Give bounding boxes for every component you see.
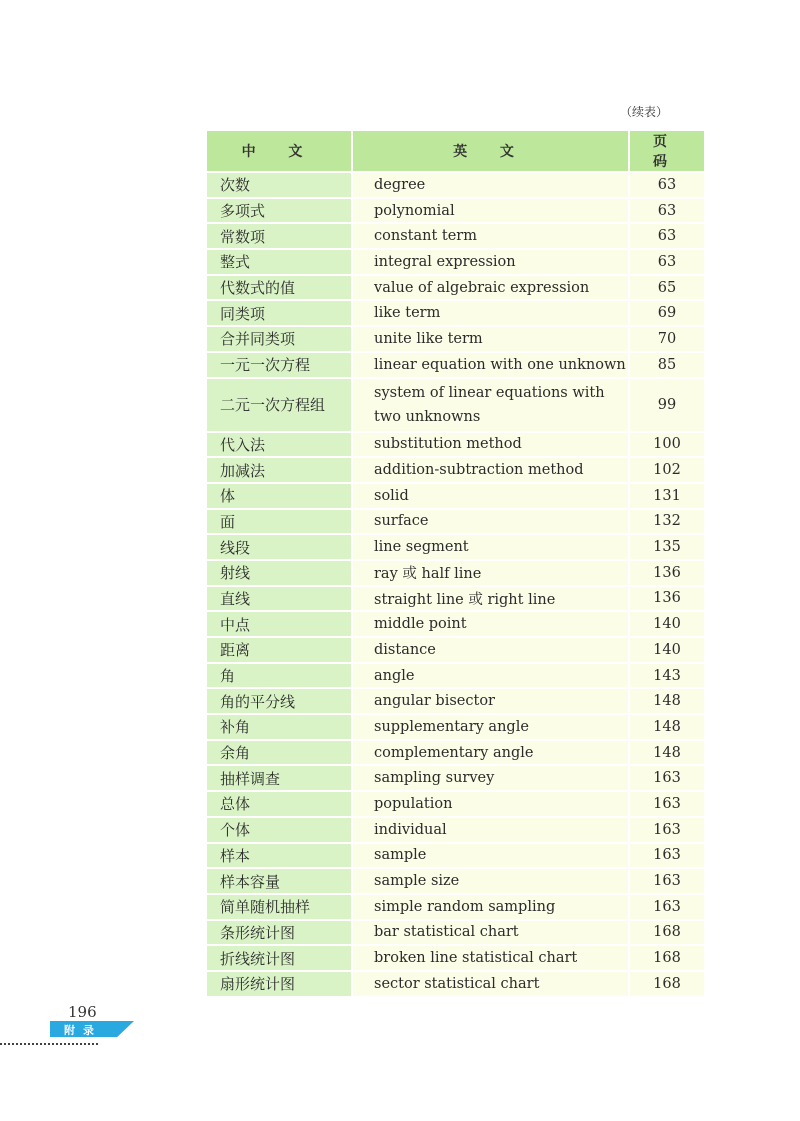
chinese-term: 常数项	[207, 224, 353, 250]
english-term: integral expression	[353, 250, 630, 276]
page-ref: 148	[630, 715, 704, 741]
chinese-term: 直线	[207, 587, 353, 613]
page-ref: 163	[630, 895, 704, 921]
chinese-term: 简单随机抽样	[207, 895, 353, 921]
page-number: 196	[68, 1003, 97, 1021]
page-ref: 163	[630, 792, 704, 818]
table-row	[207, 689, 704, 715]
page-ref: 99	[630, 379, 704, 433]
table-row	[207, 921, 704, 947]
page-ref: 163	[630, 869, 704, 895]
english-term: distance	[353, 638, 630, 664]
page-ref: 148	[630, 689, 704, 715]
english-term: sample	[353, 844, 630, 870]
english-term: linear equation with one unknown	[353, 353, 630, 379]
english-term: bar statistical chart	[353, 921, 630, 947]
chinese-term: 加减法	[207, 458, 353, 484]
page-ref: 132	[630, 510, 704, 536]
chinese-term: 样本	[207, 844, 353, 870]
table-row	[207, 561, 704, 587]
english-term: like term	[353, 301, 630, 327]
chinese-term: 面	[207, 510, 353, 536]
table-row	[207, 895, 704, 921]
table-row	[207, 276, 704, 302]
page-ref: 102	[630, 458, 704, 484]
chinese-term: 多项式	[207, 199, 353, 225]
page-ref: 69	[630, 301, 704, 327]
page-ref: 143	[630, 664, 704, 690]
table-row	[207, 587, 704, 613]
chinese-term: 二元一次方程组	[207, 379, 353, 433]
chinese-term: 线段	[207, 535, 353, 561]
table-row	[207, 664, 704, 690]
table-row	[207, 510, 704, 536]
table-row	[207, 869, 704, 895]
english-term: unite like term	[353, 327, 630, 353]
table-row	[207, 638, 704, 664]
english-term: addition-subtraction method	[353, 458, 630, 484]
chinese-term: 总体	[207, 792, 353, 818]
chinese-term: 补角	[207, 715, 353, 741]
table-row	[207, 224, 704, 250]
page-ref: 63	[630, 199, 704, 225]
table-row	[207, 972, 704, 998]
english-term: degree	[353, 173, 630, 199]
page-ref: 168	[630, 972, 704, 998]
english-term: sample size	[353, 869, 630, 895]
page-ref: 131	[630, 484, 704, 510]
table-row	[207, 173, 704, 199]
english-term: simple random sampling	[353, 895, 630, 921]
page-ref: 70	[630, 327, 704, 353]
table-row	[207, 353, 704, 379]
table-row	[207, 327, 704, 353]
english-term: sector statistical chart	[353, 972, 630, 998]
table-row	[207, 484, 704, 510]
english-term: population	[353, 792, 630, 818]
table-row	[207, 844, 704, 870]
chinese-term: 代数式的值	[207, 276, 353, 302]
table-row	[207, 535, 704, 561]
page-ref: 65	[630, 276, 704, 302]
english-term: middle point	[353, 612, 630, 638]
chinese-term: 同类项	[207, 301, 353, 327]
chinese-term: 扇形统计图	[207, 972, 353, 998]
page-ref: 148	[630, 741, 704, 767]
header-english: 英 文	[353, 131, 630, 173]
chinese-term: 体	[207, 484, 353, 510]
page-ref: 136	[630, 561, 704, 587]
page-ref: 63	[630, 250, 704, 276]
table-row	[207, 250, 704, 276]
page-ref: 100	[630, 433, 704, 459]
page-ref: 136	[630, 587, 704, 613]
table-row	[207, 301, 704, 327]
chinese-term: 代入法	[207, 433, 353, 459]
english-term: constant term	[353, 224, 630, 250]
chinese-term: 样本容量	[207, 869, 353, 895]
page-ref: 163	[630, 844, 704, 870]
english-term: system of linear equations with two unknowns	[353, 379, 630, 433]
english-term: polynomial	[353, 199, 630, 225]
header-chinese: 中 文	[207, 131, 353, 173]
chinese-term: 余角	[207, 741, 353, 767]
english-term: value of algebraic expression	[353, 276, 630, 302]
chinese-term: 中点	[207, 612, 353, 638]
table-row	[207, 741, 704, 767]
chinese-term: 次数	[207, 173, 353, 199]
english-term: ray 或 half line	[353, 561, 630, 587]
english-term: broken line statistical chart	[353, 946, 630, 972]
table-row	[207, 458, 704, 484]
english-term: solid	[353, 484, 630, 510]
chinese-term: 一元一次方程	[207, 353, 353, 379]
chinese-term: 角的平分线	[207, 689, 353, 715]
english-term: sampling survey	[353, 766, 630, 792]
chinese-term: 整式	[207, 250, 353, 276]
page-ref: 140	[630, 612, 704, 638]
page-ref: 168	[630, 946, 704, 972]
page-ref: 63	[630, 173, 704, 199]
table-row	[207, 433, 704, 459]
table-row	[207, 792, 704, 818]
chinese-term: 距离	[207, 638, 353, 664]
table-row	[207, 199, 704, 225]
table-row	[207, 766, 704, 792]
glossary-table	[207, 131, 704, 998]
table-row	[207, 379, 704, 433]
english-term: substitution method	[353, 433, 630, 459]
english-term: complementary angle	[353, 741, 630, 767]
english-term: straight line 或 right line	[353, 587, 630, 613]
chinese-term: 合并同类项	[207, 327, 353, 353]
table-row	[207, 612, 704, 638]
english-term: angle	[353, 664, 630, 690]
english-term: supplementary angle	[353, 715, 630, 741]
table-row	[207, 818, 704, 844]
page-ref: 63	[630, 224, 704, 250]
chinese-term: 角	[207, 664, 353, 690]
english-term: angular bisector	[353, 689, 630, 715]
chinese-term: 条形统计图	[207, 921, 353, 947]
table-row	[207, 715, 704, 741]
chinese-term: 个体	[207, 818, 353, 844]
chinese-term: 射线	[207, 561, 353, 587]
page-ref: 163	[630, 818, 704, 844]
page-ref: 163	[630, 766, 704, 792]
table-row	[207, 946, 704, 972]
chinese-term: 抽样调查	[207, 766, 353, 792]
page-ref: 135	[630, 535, 704, 561]
page-ref: 168	[630, 921, 704, 947]
continued-label: （续表）	[620, 105, 669, 119]
table-header-row	[207, 131, 704, 173]
page-ref: 140	[630, 638, 704, 664]
header-page: 页 码	[630, 131, 704, 173]
english-term: line segment	[353, 535, 630, 561]
footer-dotted-line	[0, 1043, 98, 1045]
english-term: individual	[353, 818, 630, 844]
section-label: 附录	[64, 1024, 102, 1037]
english-term: surface	[353, 510, 630, 536]
page-ref: 85	[630, 353, 704, 379]
chinese-term: 折线统计图	[207, 946, 353, 972]
